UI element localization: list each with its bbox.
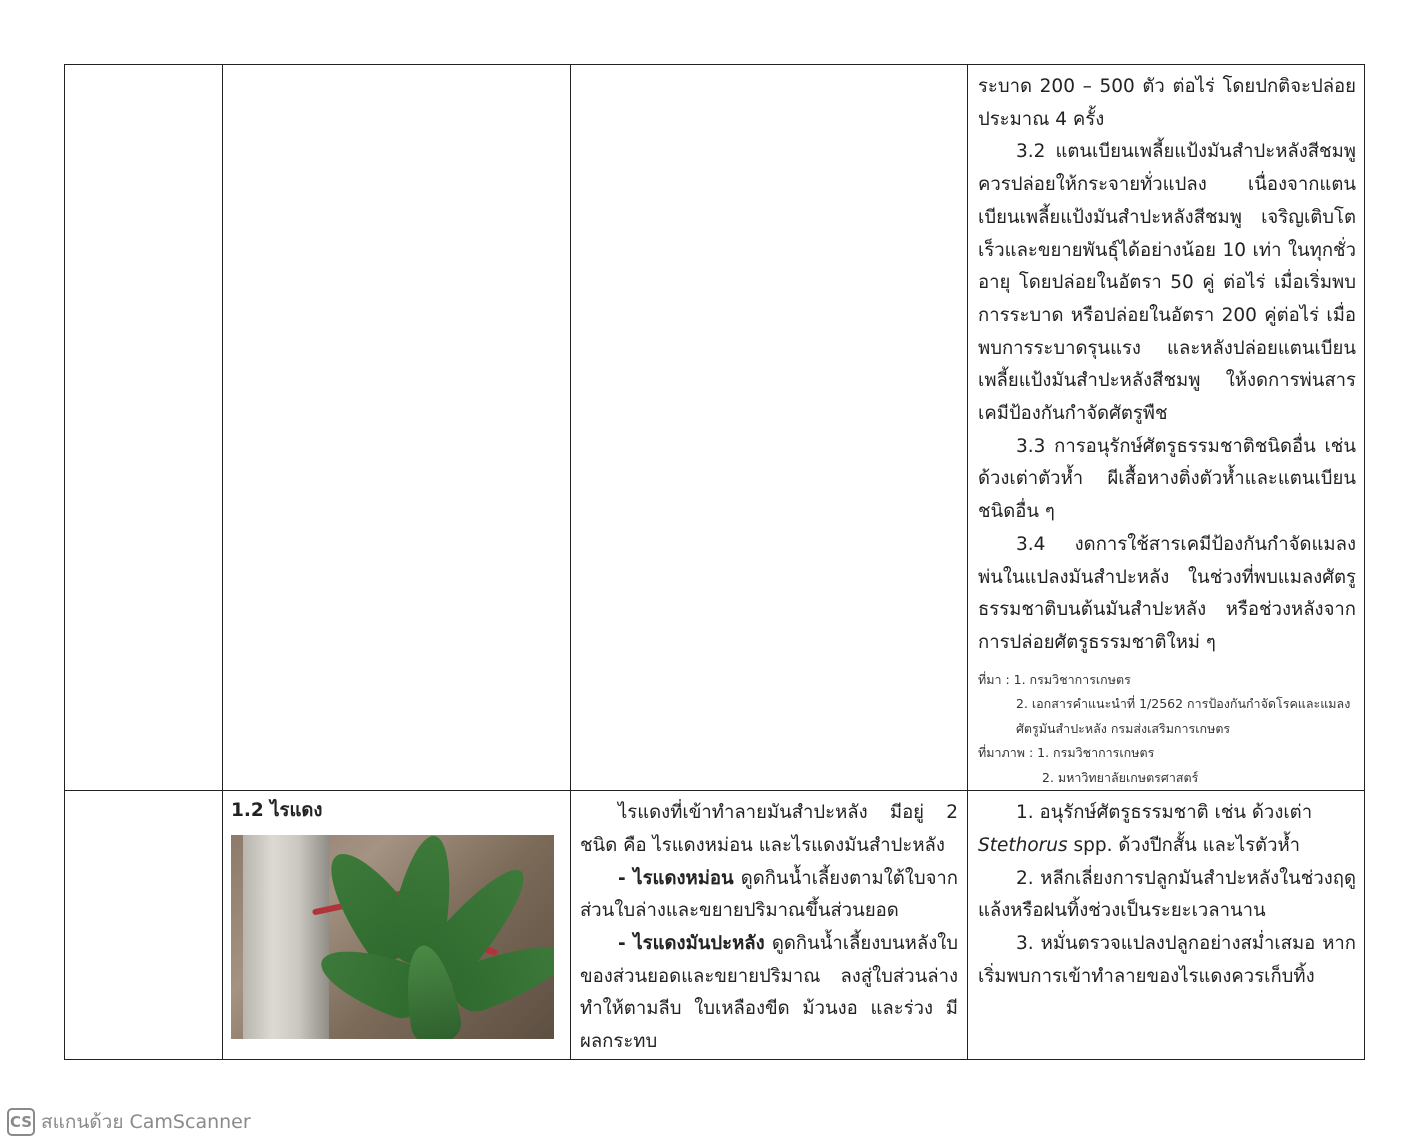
row2-col2-topic <box>223 791 571 1060</box>
species-name: Stethorus <box>978 834 1068 856</box>
sources <box>978 668 1356 791</box>
control-3: 3. หมั่นตรวจแปลงปลูกอย่างสม่ำเสมอ หากเริ่มพบการเข้าทำลายของไรแดงควรเก็บทิ้ง <box>978 932 1356 987</box>
table-row <box>65 791 1365 1060</box>
control-1-text: 1. อนุรักษ์ศัตรูธรรมชาติ เช่น ด้วงเต่า <box>1016 802 1313 824</box>
mite-intro: ไรแดงที่เข้าทำลายมันสำปะหลัง มีอยู่ 2 ชนิด คือ ไรแดงหม่อน และไรแดงมันสำปะหลัง <box>580 802 958 856</box>
camscanner-watermark <box>7 1107 251 1137</box>
row1-col3-empty <box>571 65 968 791</box>
continued-text: ระบาด 200 – 500 ตัว ต่อไร่ โดยปกติจะปล่อย ประมาณ 4 ครั้ง <box>978 76 1356 130</box>
row2-col4-control <box>968 791 1365 1060</box>
section-heading: 1.2 ไรแดง <box>231 800 323 822</box>
paragraph-3-3: 3.3 การอนุรักษ์ศัตรูธรรมชาติชนิดอื่น เช่น ด้วงเต่าตัวห้ำ ผีเสื้อหางติ่งตัวห้ำและแตนเบียนชนิดอื่น ๆ <box>978 435 1356 523</box>
paragraph-3-4: 3.4 งดการใช้สารเคมีป้องกันกำจัดแมลงพ่นในแปลงมันสำปะหลัง ในช่วงที่พบแมลงศัตรูธรรมชาติบนต้นมันสำปะหลัง หรือช่วงหลังจากการปล่อยศัตรูธรรมชาติใหม่ ๆ <box>978 533 1356 653</box>
camscanner-logo-icon: CS <box>7 1108 35 1136</box>
source-line-3: ที่มาภาพ : 1. กรมวิชาการเกษตร <box>978 745 1155 761</box>
cassava-leaf-photo <box>231 835 554 1039</box>
paragraph-3-2: 3.2 แตนเบียนเพลี้ยแป้งมันสำปะหลังสีชมพู ควรปล่อยให้กระจายทั่วแปลง เนื่องจากแตนเบียนเพลี้ยแป้งมันสำปะหลังสีชมพู เจริญเติบโตเร็วและขยายพันธุ์ได้อย่างน้อย 10 เท่า ในทุกชั่วอายุ โดยปล่อยในอัตรา 50 คู่ ต่อไร่ เมื่อเริ่มพบการระบาด หรือปล่อยในอัตรา 200 คู่ต่อไร่ เมื่อพบการระบาดรุนแรง และหลังปล่อยแตนเบียนเพลี้ยแป้งมันสำปะหลังสีชมพู ให้งดการพ่นสารเคมีป้องกันกำจัดศัตรูพืช <box>978 141 1356 425</box>
table-row <box>65 65 1365 791</box>
source-line-4: 2. มหาวิทยาลัยเกษตรศาสตร์ <box>1042 769 1199 785</box>
row1-col4-text <box>968 65 1365 791</box>
control-1-rest: spp. ด้วงปีกสั้น และไรตัวห้ำ <box>1067 834 1301 856</box>
mite-2-text: ดูดกินน้ำเลี้ยงบนหลังใบของส่วนยอดและขยายปริมาณ ลงสู่ใบส่วนล่างทำให้ตามลีบ ใบเหลืองขีด ม้วนงอ และร่วง มีผลกระทบ <box>580 932 959 1053</box>
mite-1-text: ดูดกินน้ำเลี้ยงตามใต้ใบจากส่วนใบล่างและขยายปริมาณขึ้นส่วนยอด <box>580 867 958 922</box>
watermark-text: สแกนด้วย CamScanner <box>41 1111 251 1133</box>
mite-2-name: - ไรแดงมันปะหลัง <box>618 932 765 954</box>
row2-col1-empty <box>65 791 223 1060</box>
control-2: 2. หลีกเลี่ยงการปลูกมันสำปะหลังในช่วงฤดูแล้งหรือฝนทิ้งช่วงเป็นระยะเวลานาน <box>978 867 1356 922</box>
control-1 <box>978 797 1356 862</box>
row2-col3-description <box>571 791 968 1060</box>
source-line-1: ที่มา : 1. กรมวิชาการเกษตร <box>978 671 1131 687</box>
row1-col2-empty <box>223 65 571 791</box>
mite-1-name: - ไรแดงหม่อน <box>618 867 734 889</box>
mite-type-2 <box>580 928 958 1059</box>
source-line-2: 2. เอกสารคำแนะนำที่ 1/2562 การป้องกันกำจัดโรคและแมลงศัตรูมันสำปะหลัง กรมส่งเสริมการเกษตร <box>1016 696 1351 736</box>
content-table <box>64 64 1365 1060</box>
mite-type-1 <box>580 863 958 928</box>
row1-col1-empty <box>65 65 223 791</box>
